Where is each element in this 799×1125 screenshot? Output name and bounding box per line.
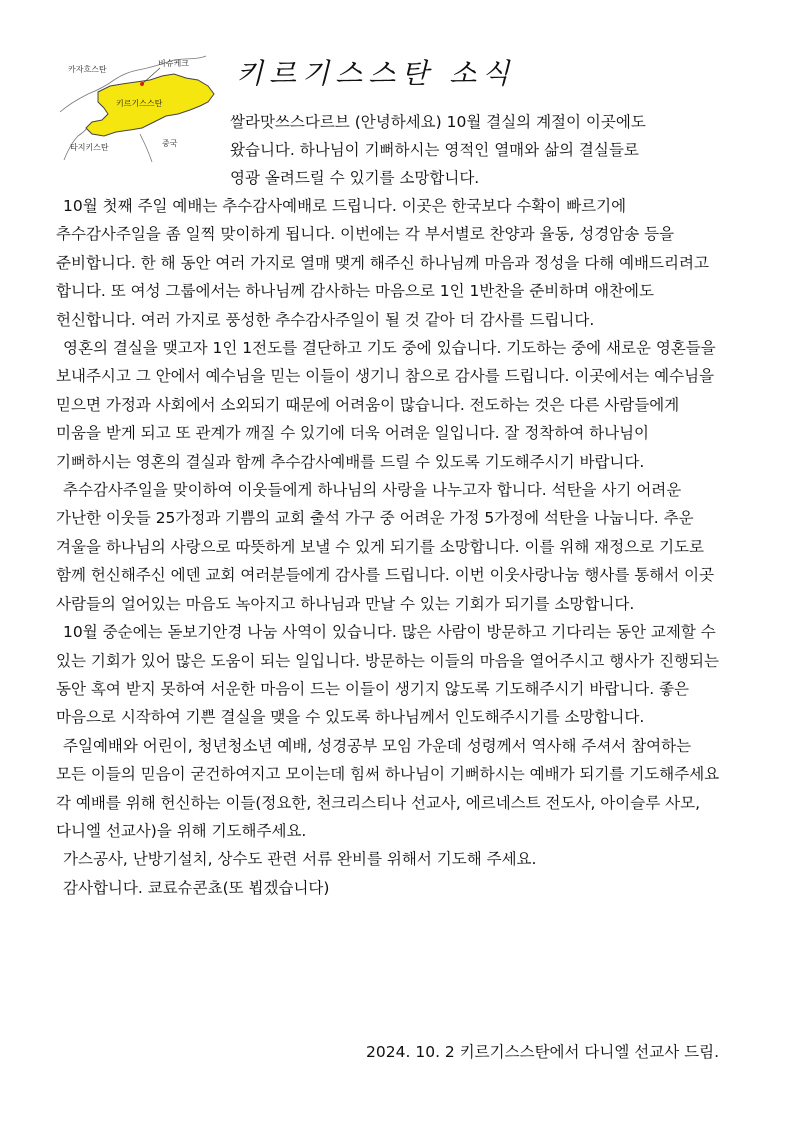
letter-body (56, 192, 722, 902)
intro-line: 왔습니다. 하나님이 기뻐하시는 영적인 열매와 삶의 결실들로 (230, 141, 639, 159)
paragraph-worship-prayer: 주일예배와 어린이, 청년청소년 예배, 성경공부 모임 가운데 성령께서 역사해 주셔서 참여하는 모든 이들의 믿음이 굳건하여지고 모이는데 힘써 하나님이 기뻐하시는 예배가 되기를 기도해주세요 각 예배를 위해 헌신하는 이들(정요한, 천크리스티나 선교사, 에르네스트 전도사, 아이슬루 사모, 다니엘 선교사)을 위해 기도해주세요. (56, 736, 720, 840)
map-label-kazakhstan: 카자흐스탄 (68, 65, 107, 74)
paragraph-thanksgiving-service: 10월 첫째 주일 예배는 추수감사예배로 드립니다. 이곳은 한국보다 수확이 빠르기에 추수감사주일을 좀 일찍 맞이하게 됩니다. 이번에는 각 부서별로 찬양과 율동, 성경암송 등을 준비합니다. 한 해 동안 여러 가지로 열매 맺게 해주신 하나님께 마음과 정성을 다해 예배드리려고 합니다. 또 여성 그룹에서는 하나님께 감사하는 마음으로 1인 1반찬을 준비하며 애찬에도 헌신합니다. 여러 가지로 풍성한 추수감사주일이 될 것 같아 더 감사를 드립니다. (56, 197, 709, 329)
kyrgyzstan-map (58, 50, 230, 168)
map-illustration (58, 50, 230, 168)
signature: 2024. 10. 2 키르기스스탄에서 다니엘 선교사 드림. (366, 1043, 719, 1061)
paragraph-glasses-ministry: 10월 중순에는 돋보기안경 나눔 사역이 있습니다. 많은 사람이 방문하고 기다리는 동안 교제할 수 있는 기회가 있어 많은 도움이 되는 일입니다. 방문하는 이들의 마음을 열어주시고 행사가 진행되는 동안 혹여 받지 못하여 서운한 마음이 드는 이들이 생기지 않도록 기도해주시기 바랍니다. 좋은 마음으로 시작하여 기쁜 결실을 맺을 수 있도록 하나님께서 인도해주시기를 소망합니다. (56, 623, 719, 727)
paragraph-utilities-prayer: 가스공사, 난방기설치, 상수도 관련 서류 완비를 위해서 기도해 주세요. (63, 850, 537, 869)
intro-block (230, 108, 730, 192)
map-label-china: 중국 (162, 139, 178, 148)
intro-line: 영광 올려드릴 수 있기를 소망합니다. (230, 169, 480, 187)
map-label-kyrgyzstan: 키르기스스탄 (116, 99, 163, 108)
china-border (140, 134, 152, 162)
map-label-tajikistan: 타지키스탄 (70, 143, 109, 152)
map-label-bishkek: 비슈케크 (158, 59, 189, 68)
paragraph-coal-sharing: 추수감사주일을 맞이하여 이웃들에게 하나님의 사랑을 나누고자 합니다. 석탄을 사기 어려운 가난한 이웃들 25가정과 기쁨의 교회 출석 가구 중 어려운 가정 5가정에 석탄을 나눕니다. 추운 겨울을 하나님의 사랑으로 따뜻하게 보낼 수 있게 되기를 소망합니다. 이를 위해 재정으로 기도로 함께 헌신해주신 에덴 교회 여러분들에게 감사를 드립니다. 이번 이웃사랑나눔 행사를 통해서 이곳 사람들의 얼어있는 마음도 녹아지고 하나님과 만날 수 있는 기회가 되기를 소망합니다. (56, 481, 715, 613)
paragraph-closing: 감사합니다. 쿄료슈콘쵸(또 뵙겠습니다) (63, 878, 330, 897)
paragraph-evangelism: 영혼의 결실을 맺고자 1인 1전도를 결단하고 기도 중에 있습니다. 기도하는 중에 새로운 영혼들을 보내주시고 그 안에서 예수님을 믿는 이들이 생기니 참으로 감사를 드립니다. 이곳에서는 예수님을 믿으면 가정과 사회에서 소외되기 때문에 어려움이 많습니다. 전도하는 것은 다른 사람들에게 미움을 받게 되고 또 관계가 깨질 수 있기에 더욱 어려운 일입니다. 잘 정착하여 하나님이 기뻐하시는 영혼의 결실과 함께 추수감사예배를 드릴 수 있도록 기도해주시기 바랍니다. (56, 339, 716, 471)
intro-line: 쌀라맛쓰스다르브 (안녕하세요) 10월 결실의 계절이 이곳에도 (230, 113, 646, 131)
page-title: 키르기스스탄 소식 (236, 57, 516, 90)
